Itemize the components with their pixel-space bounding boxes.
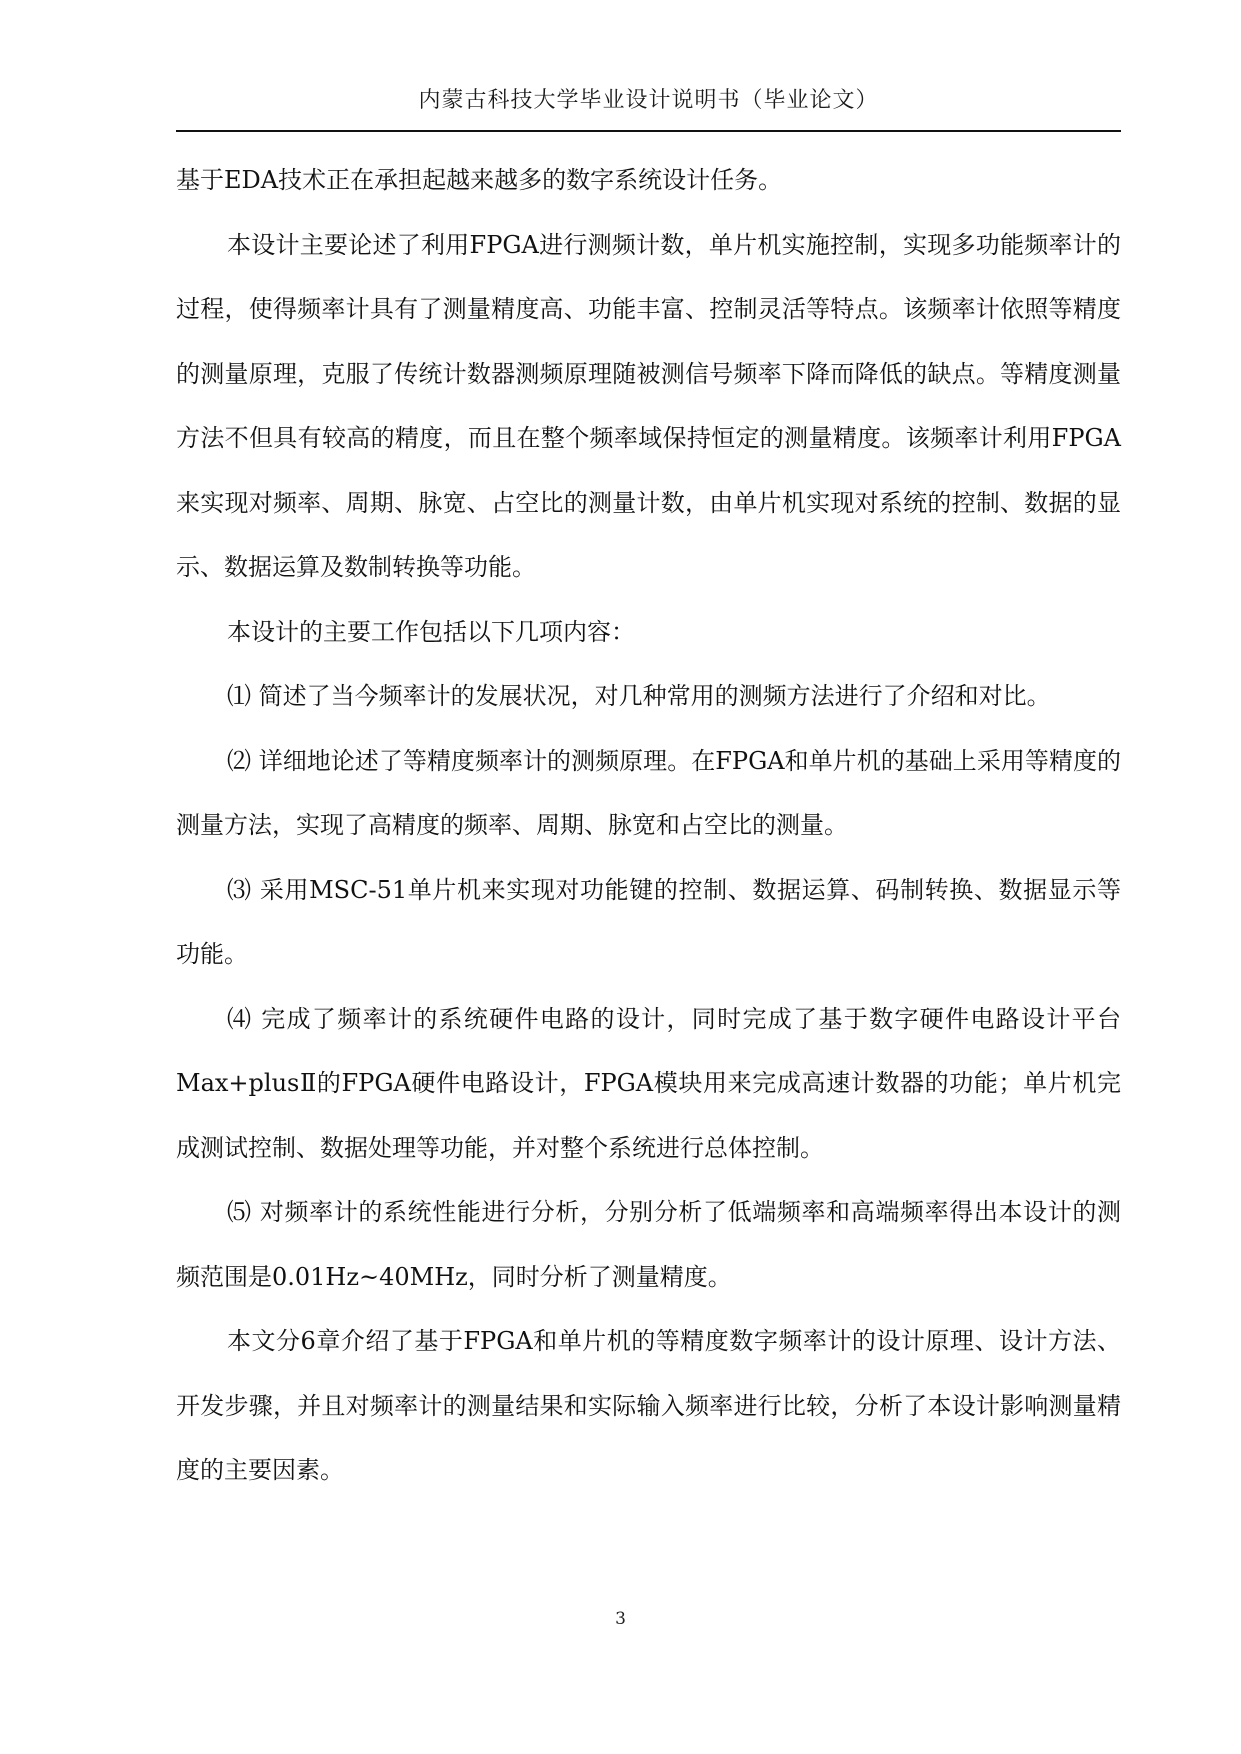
list-item-4: ⑷ 完成了频率计的系统硬件电路的设计，同时完成了基于数字硬件电路设计平台Max+plusⅡ的FPGA硬件电路设计，FPGA模块用来完成高速计数器的功能；单片机完成测试控制、数据处理等功能，并对整个系统进行总体控制。 [176,1004,1121,1162]
list-item-5: ⑸ 对频率计的系统性能进行分析，分别分析了低端频率和高端频率得出本设计的测频范围是0.01Hz~40MHz，同时分析了测量精度。 [176,1198,1121,1291]
list-item-3: ⑶ 采用MSC-51单片机来实现对功能键的控制、数据运算、码制转换、数据显示等功能。 [176,875,1121,968]
page-number: 3 [615,1609,626,1629]
paragraph-chapter-summary: 本文分6章介绍了基于FPGA和单片机的等精度数字频率计的设计原理、设计方法、开发步骤，并且对频率计的测量结果和实际输入频率进行比较，分析了本设计影响测量精度的主要因素。 [176,1327,1121,1484]
list-item-2: ⑵ 详细地论述了等精度频率计的测频原理。在FPGA和单片机的基础上采用等精度的测量方法，实现了高精度的频率、周期、脉宽和占空比的测量。 [176,746,1121,839]
header-divider [176,130,1121,132]
paragraph-continued: 基于EDA技术正在承担起越来越多的数字系统设计任务。 [176,166,783,194]
list-item-1: ⑴ 简述了当今频率计的发展状况，对几种常用的测频方法进行了介绍和对比。 [227,682,1051,710]
body-text [176,148,1121,1503]
running-header: 内蒙古科技大学毕业设计说明书（毕业论文） [418,88,879,113]
paragraph-design-overview: 本设计主要论述了利用FPGA进行测频计数，单片机实施控制，实现多功能频率计的过程，使得频率计具有了测量精度高、功能丰富、控制灵活等特点。该频率计依照等精度的测量原理，克服了传统计数器测频原理随被测信号频率下降而降低的缺点。等精度测量方法不但具有较高的精度，而且在整个频率域保持恒定的测量精度。该频率计利用FPGA来实现对频率、周期、脉宽、占空比的测量计数，由单片机实现对系统的控制、数据的显示、数据运算及数制转换等功能。 [176,230,1121,581]
paragraph-work-intro: 本设计的主要工作包括以下几项内容： [227,617,635,646]
